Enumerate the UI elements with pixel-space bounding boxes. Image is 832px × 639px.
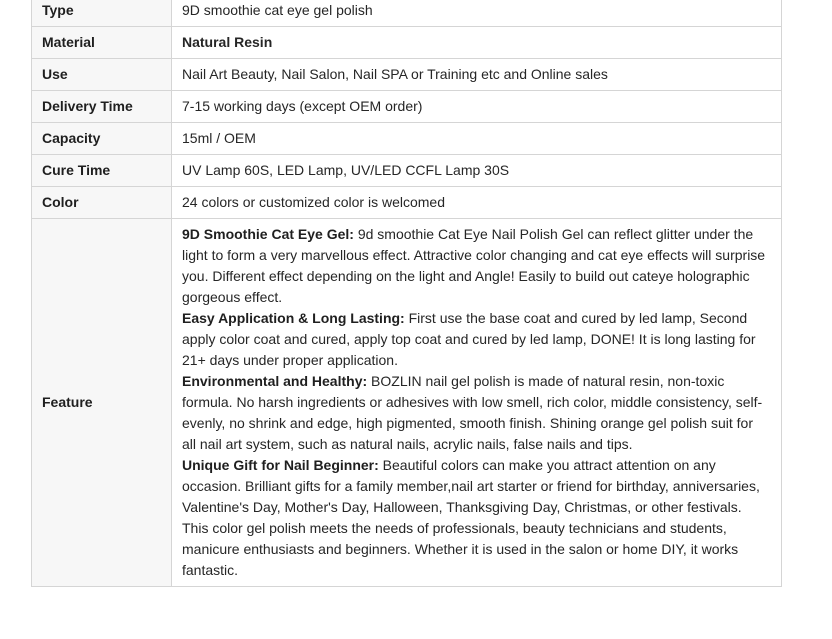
feature-title: Easy Application & Long Lasting:	[182, 310, 405, 326]
row-value: Nail Art Beauty, Nail Salon, Nail SPA or Training etc and Online sales	[172, 59, 782, 91]
feature-text: 9d smoothie Cat Eye Nail Polish Gel can reflect glitter under the light to form a very marvellous effect. Attractive color changing and cat eye effects will surprise you. Different effect depending on the light and Angle! Easily to build out cateye holographic gorgeous effect.	[182, 226, 766, 305]
feature-paragraph	[182, 371, 767, 455]
table-row-material	[32, 27, 782, 59]
feature-text: Beautiful colors can make you attract attention on any occasion. Brilliant gifts for a family member,nail art starter or friend for birthday, anniversaries, Valentine's Day, Mother's Day, Halloween, Thanksgiving Day, Christmas, or other festivals. This color gel polish meets the needs of professionals, beauty technicians and students, manicure enthusiasts and beginners. Whether it is used in the salon or home DIY, it works fantastic.	[182, 457, 760, 578]
row-label: Type	[32, 0, 172, 27]
feature-title: Unique Gift for Nail Beginner:	[182, 457, 379, 473]
row-label: Color	[32, 187, 172, 219]
table-row-feature	[32, 219, 782, 587]
row-label: Capacity	[32, 123, 172, 155]
table-row-color	[32, 187, 782, 219]
row-value: 24 colors or customized color is welcomed	[172, 187, 782, 219]
table-row-cure-time	[32, 155, 782, 187]
spec-table	[31, 0, 782, 587]
row-value: UV Lamp 60S, LED Lamp, UV/LED CCFL Lamp 30S	[172, 155, 782, 187]
table-row-delivery-time	[32, 91, 782, 123]
row-label: Use	[32, 59, 172, 91]
row-label: Cure Time	[32, 155, 172, 187]
feature-paragraph	[182, 308, 767, 371]
feature-text: BOZLIN nail gel polish is made of natural resin, non-toxic formula. No harsh ingredients or adhesives with low smell, rich color, middle consistency, self-evenly, no shrink and edge, high pigmented, smooth finish. Shining orange gel polish suit for all nail art system, such as natural nails, acrylic nails, false nails and tips.	[182, 373, 763, 452]
row-value: 7-15 working days (except OEM order)	[172, 91, 782, 123]
table-row-capacity	[32, 123, 782, 155]
feature-text: First use the base coat and cured by led lamp, Second apply color coat and cured, apply top coat and cured by led lamp, DONE! It is long lasting for 21+ days under proper application.	[182, 310, 756, 368]
row-value: 15ml / OEM	[172, 123, 782, 155]
table-row-use	[32, 59, 782, 91]
feature-description	[172, 219, 782, 587]
row-value: Natural Resin	[172, 27, 782, 59]
row-label: Delivery Time	[32, 91, 172, 123]
row-label: Feature	[32, 219, 172, 587]
feature-paragraph	[182, 224, 767, 308]
table-row-type	[32, 0, 782, 27]
row-label: Material	[32, 27, 172, 59]
feature-title: Environmental and Healthy:	[182, 373, 368, 389]
spec-table-container	[31, 0, 781, 587]
row-value: 9D smoothie cat eye gel polish	[172, 0, 782, 27]
feature-title: 9D Smoothie Cat Eye Gel:	[182, 226, 354, 242]
feature-paragraph	[182, 455, 767, 581]
